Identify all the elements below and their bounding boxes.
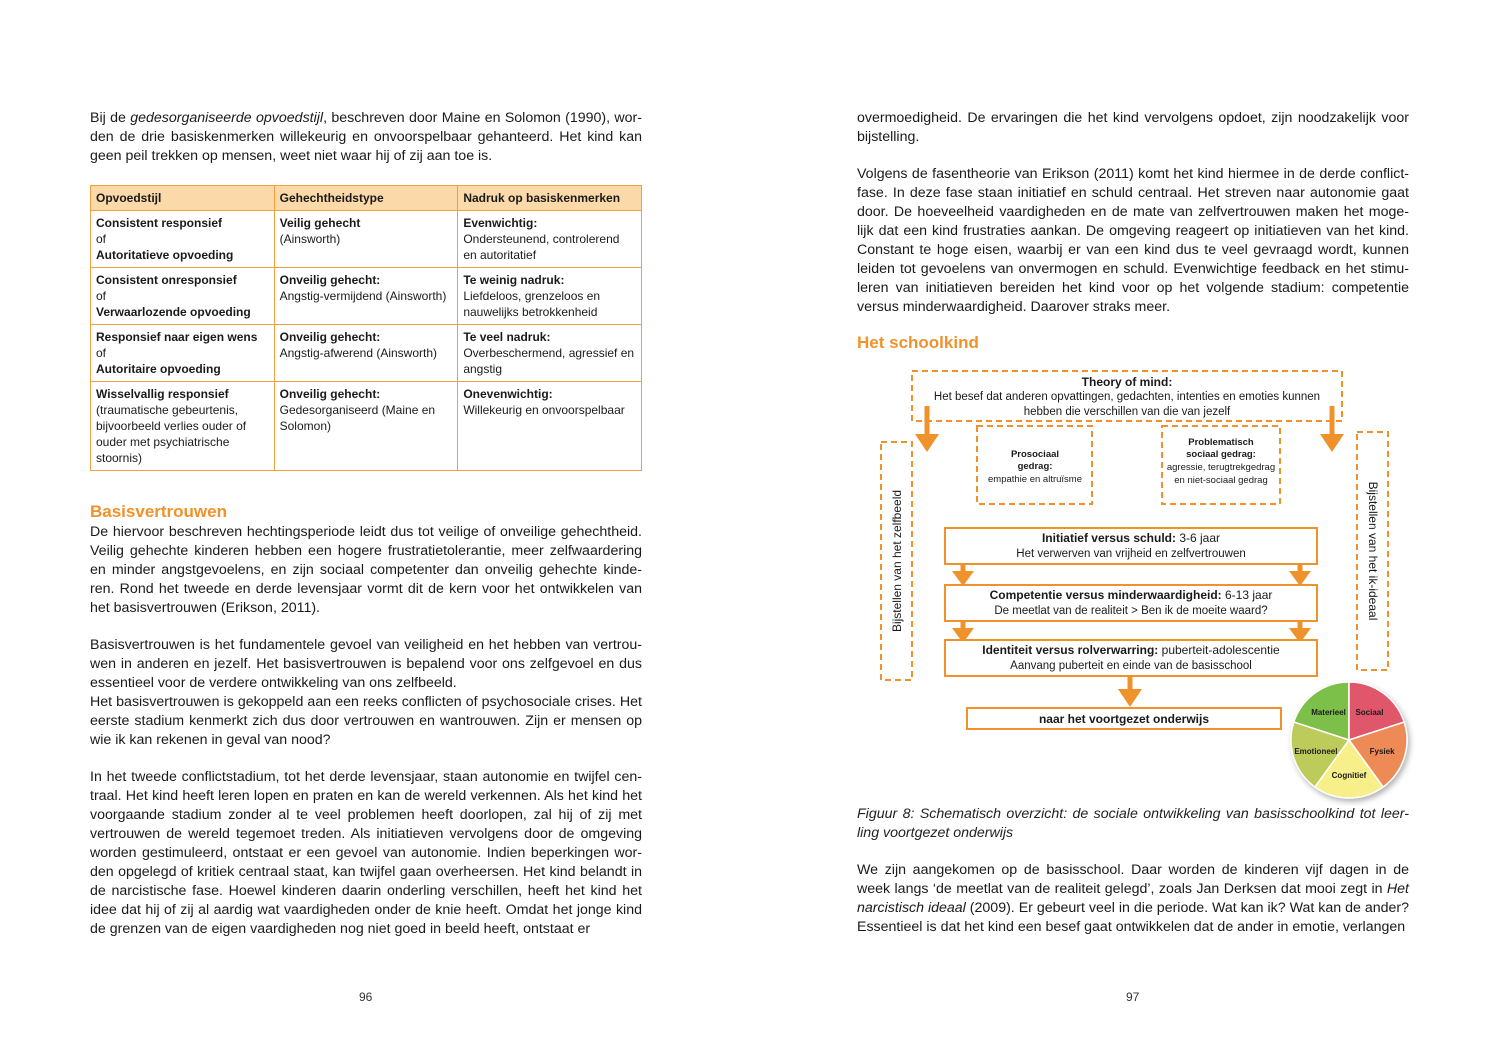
pie-slice-label: Fysiek <box>1369 746 1395 756</box>
problematic-subtitle: sociaal gedrag: <box>1186 449 1256 460</box>
cell-text: Overbeschermend, agressief en angstig <box>463 346 635 376</box>
cell-bold-text: Onveilig gehecht: <box>279 273 381 287</box>
theory-line-2: hebben die verschillen van die van jezelf <box>1023 406 1231 418</box>
cell-text: Angstig-afwerend (Ainsworth) <box>279 346 438 360</box>
cell-bold-text: Onveilig gehecht: <box>279 387 381 401</box>
stage-identity-title <box>982 643 1280 657</box>
final-box-label: naar het voortgezet onderwijs <box>1038 712 1210 726</box>
pie-slice-label: Emotioneel <box>1294 746 1338 756</box>
cell-bold-text: Responsief naar eigen wens <box>96 330 258 344</box>
table-cell <box>458 382 642 471</box>
stage-initiative-subtitle: Het verwerven van vrijheid en zelfvertrouwen <box>1016 548 1246 560</box>
cell-bold-text: Autoritatieve opvoeding <box>96 248 234 262</box>
table-cell <box>458 211 642 268</box>
table-row <box>91 325 642 382</box>
page-number: 96 <box>359 990 373 1004</box>
intro-emphasis: gedesorganiseerde opvoedstijl <box>130 110 324 126</box>
paragraph-2: Volgens de fasentheorie van Erikson (2011) komt het kind hiermee in de derde conflict-fase. In deze fase staan initiatief en schuld centraal. Het streven naar autonomie gaat door. De hoeveelheid vaardigheden en de mate van zelfvertrouwen maken het moge-lijk dat een kind frustraties aankan. De omgeving reageert op initiatieven van het kind. Constant te hoge eisen, waarbij er van een kind dus te veel gevraagd wordt, kunnen leiden tot gevoelens van onvermogen en schuld. Evenwichtige feedback en het stimu-leren van initiatieven bereiden het kind voor op het volgende stadium: competentie versus minderwaardigheid. Daarover straks meer. <box>857 166 1409 315</box>
table-header: Gehechtheidstype <box>274 186 458 211</box>
cell-bold-text: Consistent onresponsief <box>96 273 237 287</box>
prosocial-text: empathie en altruïsme <box>988 474 1082 485</box>
table-header: Opvoedstijl <box>91 186 275 211</box>
paragraph-3: In het tweede conflictstadium, tot het derde levensjaar, staan autonomie en twijfel cen-traal. Het kind heeft leren lopen en praten en kan de wereld verkennen. Als het kind het voorgaande stadium zonder al te veel problemen heeft doorlopen, zal hij of zij met vertrouwen de wereld tegemoet treden. Als initiatieven vervolgens door de omgeving worden gestimuleerd, ontstaat er een gevoel van autonomie. Indien beperkingen wor-den opgelegd of kritiek centraal staat, kan twijfel gaan overheersen. Het kind belandt in de narcistische fase. Hoewel kinderen daarin onderling verschillen, heeft het kind het idee dat hij of zij al aardig wat vaardigheden onder de knie heeft. Omdat het jonge kind de grenzen van de eigen vaardigheden nog niet goed in beeld heeft, ontstaat er <box>90 769 642 937</box>
table-row <box>91 211 642 268</box>
arrow-down-icon <box>1289 564 1311 586</box>
cell-bold-text: Verwaarlozende opvoeding <box>96 305 251 319</box>
paragraph-2b: Het basisvertrouwen is gekoppeld aan een reeks conflicten of psychosociale crises. Het eerste stadium kenmerkt zich dus door vertrouwen en wantrouwen. Zijn er mensen op wie ik kan rekenen in geval van nood? <box>90 694 642 748</box>
cell-text: of <box>96 289 107 303</box>
table-cell <box>274 382 458 471</box>
table-cell <box>91 325 275 382</box>
stage-initiative-bold: Initiatief versus schuld: <box>1041 531 1177 545</box>
parenting-style-table <box>90 185 642 471</box>
cell-bold-text: Onevenwichtig: <box>463 387 553 401</box>
cell-bold-text: Veilig gehecht <box>279 216 361 230</box>
stage-identity-bold: Identiteit versus rolverwarring: <box>982 643 1159 657</box>
table-cell <box>91 268 275 325</box>
cell-text: Angstig-vermijdend (Ainsworth) <box>279 289 447 303</box>
paragraph-3-text-1: We zijn aangekomen op de basisschool. Daar worden de kinderen vijf dagen in de week langs ‘de meetlat van de realiteit gelegd’, zoals Jan Derksen dat mooi zegt in <box>857 862 1409 897</box>
cell-text: Liefdeloos, grenzeloos en nauwelijks betrokkenheid <box>463 289 601 319</box>
table-header: Nadruk op basiskenmerken <box>458 186 642 211</box>
paragraph-1: overmoedigheid. De ervaringen die het kind vervolgens opdoet, zijn noodzakelijk voor bijstelling. <box>857 110 1409 145</box>
theory-title: Theory of mind: <box>1081 375 1173 389</box>
cell-bold-text: Consistent responsief <box>96 216 223 230</box>
section-heading-schoolkind: Het schoolkind <box>857 333 979 352</box>
table-cell <box>458 325 642 382</box>
arrow-down-icon <box>952 564 974 586</box>
intro-text-1: Bij de <box>90 110 131 126</box>
table-cell <box>458 268 642 325</box>
cell-text: of <box>96 346 107 360</box>
cell-bold-text: Autoritaire opvoeding <box>96 362 221 376</box>
cell-text: (traumatische gebeurtenis, bijvoorbeeld verlies ouder of ouder met psychiatrische stoornis) <box>96 403 247 465</box>
pie-slice-label: Materieel <box>1311 707 1346 717</box>
cell-text: Ondersteunend, controlerend en autoritatief <box>463 232 620 262</box>
stage-initiative-title <box>1042 531 1220 545</box>
book-title: Het narcistisch ideaal <box>857 881 1409 916</box>
table-header-row <box>91 186 642 211</box>
paragraph-1: De hiervoor beschreven hechtingsperiode leidt dus tot veilige of onveilige gehechtheid. Veilig gehechte kinderen hebben een hogere frustratietolerantie, meer zelfwaardering en minder angstgevoelens, en zijn sociaal competenter dan onveilig gehechte kinde-ren. Rond het tweede en derde levensjaar vormt dit de kern voor het ontwikkelen van het basisvertrouwen (Erikson, 2011). <box>90 524 642 616</box>
cell-text: (Ainsworth) <box>279 232 341 246</box>
prosocial-title: Prosociaal <box>1010 449 1060 460</box>
arrow-down-icon <box>1320 406 1344 452</box>
development-diagram <box>857 366 1417 806</box>
cell-bold-text: Wisselvallig responsief <box>96 387 229 401</box>
intro-text-2: , beschreven door Maine en Solomon (1990), wor-den de drie basiskenmerken willekeurig en onvoorspelbaar gehanteerd. Het kind kan geen peil trekken op mensen, weet niet waar hij of zij aan toe is. <box>90 110 643 164</box>
table-row <box>91 268 642 325</box>
cell-bold-text: Onveilig gehecht: <box>279 330 381 344</box>
intro-paragraph <box>90 109 642 166</box>
page-number: 97 <box>1126 990 1140 1004</box>
cell-bold-text: Te veel nadruk: <box>463 330 551 344</box>
stage-competence-bold: Competentie versus minderwaardigheid: <box>989 588 1222 602</box>
table-cell <box>274 325 458 382</box>
cell-text: of <box>96 232 107 246</box>
table-cell <box>91 382 275 471</box>
table-row <box>91 382 642 471</box>
cell-bold-text: Evenwichtig: <box>463 216 538 230</box>
table-cell <box>274 211 458 268</box>
cell-bold-text: Te weinig nadruk: <box>463 273 565 287</box>
arrow-down-icon <box>1118 676 1142 707</box>
table-cell <box>274 268 458 325</box>
figure-caption: Figuur 8: Schematisch overzicht: de sociale ontwikkeling van basisschoolkind tot leer-ling voortgezet onderwijs <box>857 806 1409 841</box>
paragraph-3 <box>857 861 1409 937</box>
theory-line-1: Het besef dat anderen opvattingen, gedachten, intenties en emoties kunnen <box>933 391 1321 403</box>
cell-text: Gedesorganiseerd (Maine en Solomon) <box>279 403 436 433</box>
stage-competence-title <box>990 588 1273 602</box>
paragraph-3-text-2: (2009). Er gebeurt veel in die periode. Wat kan ik? Wat kan de ander? Essentieel is dat het kind een besef gaat ontwikkelen dat de ander in emotie, verlangen <box>857 900 1409 935</box>
stage-identity-subtitle: Aanvang puberteit en einde van de basisschool <box>1010 660 1252 672</box>
development-pie <box>1291 682 1407 798</box>
left-side-label: Bijstellen van het zelfbeeld <box>890 489 904 633</box>
problematic-title: Problematisch <box>1188 437 1254 448</box>
right-side-label: Bijstellen van het ik-ideaal <box>1366 481 1380 621</box>
section-heading-basisvertrouwen: Basisvertrouwen <box>90 502 227 521</box>
problematic-text-2: en niet-sociaal gedrag <box>1174 475 1268 486</box>
paragraph-2 <box>90 636 642 750</box>
pie-slice-label: Sociaal <box>1355 707 1384 717</box>
prosocial-subtitle: gedrag: <box>1017 461 1053 472</box>
stage-competence-subtitle: De meetlat van de realiteit > Ben ik de moeite waard? <box>994 605 1268 617</box>
pie-slice-label: Cognitief <box>1331 770 1367 780</box>
paragraph-2a: Basisvertrouwen is het fundamentele gevoel van veiligheid en het hebben van vertrou-wen in anderen en jezelf. Het basisvertrouwen is bepalend voor ons zelfgevoel en dus essentieel voor de verdere ontwikkeling van ons zelfbeeld. <box>90 637 642 691</box>
table-cell <box>91 211 275 268</box>
cell-text: Willekeurig en onvoorspelbaar <box>463 403 625 417</box>
stage-identity-age: puberteit-adolescentie <box>1158 643 1280 657</box>
problematic-text-1: agressie, terugtrekgedrag <box>1166 462 1276 473</box>
stage-initiative-age: 3-6 jaar <box>1176 531 1221 545</box>
arrow-down-icon <box>915 406 939 452</box>
stage-competence-age: 6-13 jaar <box>1221 588 1273 602</box>
